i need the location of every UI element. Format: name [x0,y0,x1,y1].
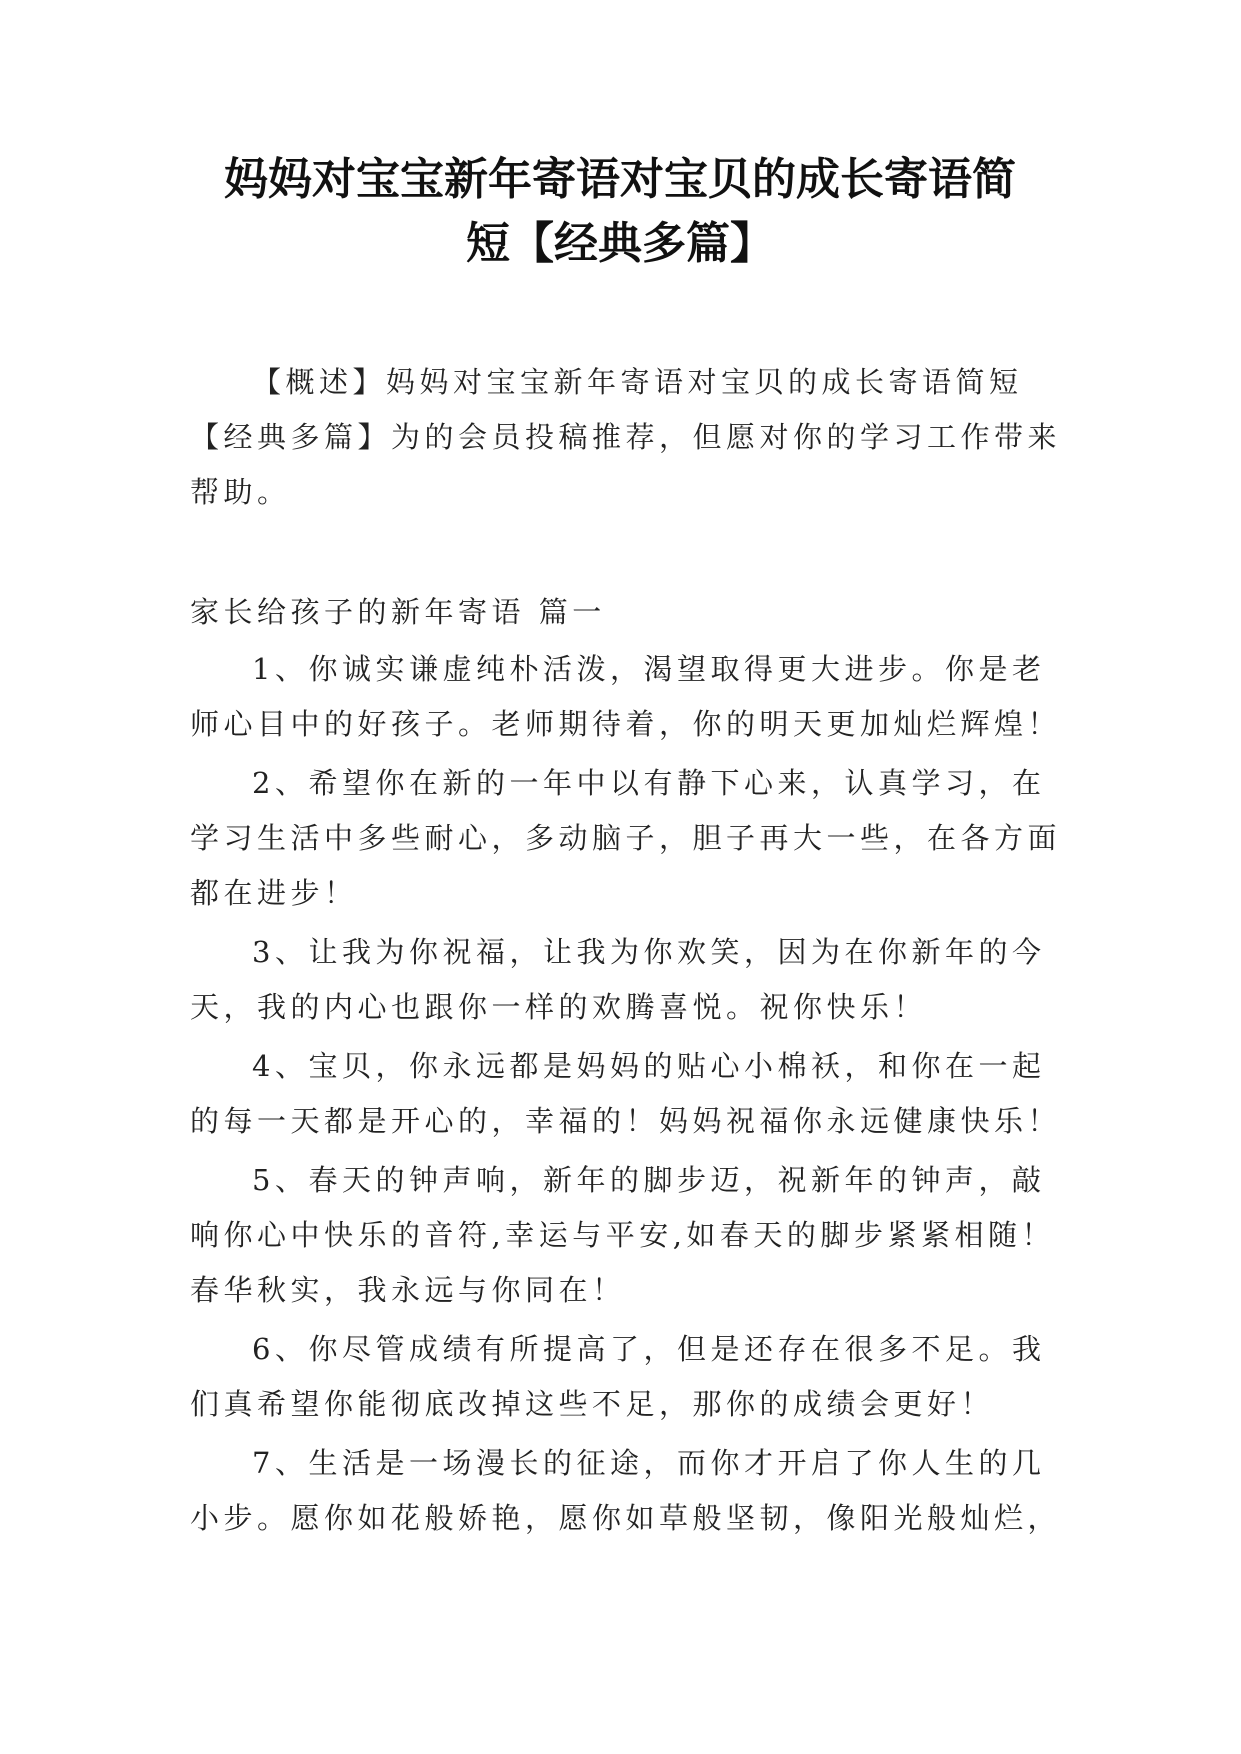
blessing-item [190,756,1060,921]
item-line: 7、生活是一场漫长的征途，而你才开启了你人生的几 [252,1446,1046,1480]
blessing-item [190,925,1060,1035]
blessing-item [190,1153,1060,1318]
blessing-item [190,1039,1060,1149]
item-line: 响你心中快乐的音符,幸运与平安,如春天的脚步紧紧相随！ [190,1218,1055,1252]
summary-line: 【经典多篇】为的会员投稿推荐，但愿对你的学习工作带来 [190,420,1062,454]
summary-line: 【概述】妈妈对宝宝新年寄语对宝贝的成长寄语简短 [252,365,1023,399]
item-line: 师心目中的好孩子。老师期待着，你的明天更加灿烂辉煌！ [190,707,1062,741]
title-line: 妈妈对宝宝新年寄语对宝贝的成长寄语简 [224,154,1016,205]
summary-line: 帮助。 [190,475,291,509]
title-line: 短【经典多篇】 [466,218,774,269]
section-heading [190,585,1060,640]
section-heading-text: 家长给孩子的新年寄语 篇一 [190,595,606,629]
item-line: 6、你尽管成绩有所提高了，但是还存在很多不足。我 [252,1332,1046,1366]
blessing-item [190,1436,1060,1546]
item-line: 的每一天都是开心的，幸福的！妈妈祝福你永远健康快乐！ [190,1104,1062,1138]
item-line: 春华秋实，我永远与你同在！ [190,1273,626,1307]
item-line: 学习生活中多些耐心，多动脑子，胆子再大一些，在各方面 [190,821,1062,855]
item-line: 3、让我为你祝福，让我为你欢笑，因为在你新年的今 [252,935,1046,969]
blessing-item [190,642,1060,752]
item-line: 4、宝贝，你永远都是妈妈的贴心小棉袄，和你在一起 [252,1049,1046,1083]
item-line: 都在进步！ [190,876,358,910]
item-line: 们真希望你能彻底改掉这些不足，那你的成绩会更好！ [190,1387,995,1421]
document-title [150,148,1090,276]
blessing-item [190,1322,1060,1432]
item-line: 小步。愿你如花般娇艳，愿你如草般坚韧，像阳光般灿烂， [190,1501,1062,1535]
item-line: 2、希望你在新的一年中以有静下心来，认真学习，在 [252,766,1046,800]
summary-paragraph [190,355,1060,520]
item-line: 5、春天的钟声响，新年的脚步迈，祝新年的钟声，敲 [252,1163,1046,1197]
item-line: 1、你诚实谦虚纯朴活泼，渴望取得更大进步。你是老 [252,652,1046,686]
item-line: 天，我的内心也跟你一样的欢腾喜悦。祝你快乐！ [190,990,928,1024]
